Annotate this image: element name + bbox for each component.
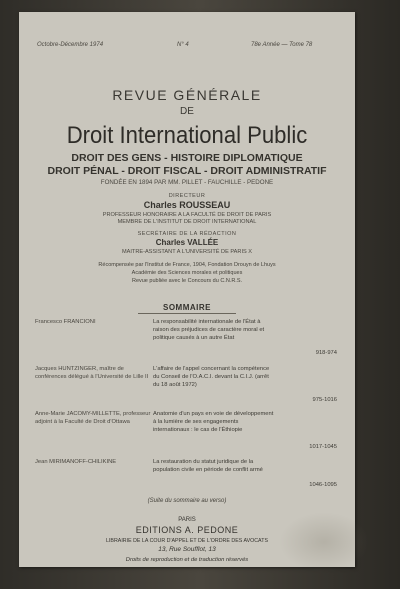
secretary-name: Charles VALLÉE [155,238,219,247]
director-name: Charles ROUSSEAU [143,200,231,210]
rights-line: Droits de reproduction et de traduction réservés [125,557,249,563]
issue-number: N° 4 [177,42,189,48]
award-line-1: Récompensée par l'Institut de France, 1904, Fondation Drouyn de Lhuys [98,262,276,268]
paper-stain [279,512,369,572]
toc-author: Jean MIRIMANOFF-CHILIKINE [35,459,117,465]
director-note-1: PROFESSEUR HONORAIRE A LA FACULTÉ DE DROIT DE PARIS [102,212,272,218]
director-label: DIRECTEUR [168,193,206,199]
award-line-2: Académie des Sciences morales et politiques [131,270,243,276]
masthead-de: DE [180,106,194,117]
toc-pages: 1046-1095 [309,482,337,488]
masthead-revue: REVUE GÉNÉRALE [112,87,262,103]
toc-author: Francesco FRANCIONI [35,319,96,325]
issue-date: Octobre-Décembre 1974 [37,42,104,48]
toc-author: Anne-Marie JACOMY-MILLETTE, professeur adjoint à la Faculté de Droit d'Ottawa [35,411,151,425]
journal-subtitle-1: DROIT DES GENS - HISTOIRE DIPLOMATIQUE [71,152,303,164]
director-note-2: MEMBRE DE L'INSTITUT DE DROIT INTERNATIONAL [117,219,257,225]
sommaire-rule [138,313,236,314]
award-line-3: Revue publiée avec le Concours du C.N.R.S. [131,278,243,284]
secretary-note: MAITRE-ASSISTANT A L'UNIVERSITÉ DE PARIS X [121,249,253,255]
toc-title: La responsabilité internationale de l'État à raison des préjudices de caractère moral et politique causés à un autre État [153,319,265,341]
toc-pages: 918-974 [315,350,337,356]
toc-title: L'affaire de l'appel concernant la compétence du Conseil de l'O.A.C.I. devant la C.I.J. (arrêt du 18 août 1972) [153,366,270,388]
sommaire-heading: SOMMAIRE [163,303,211,312]
secretary-label: SECRÉTAIRE DE LA RÉDACTION [137,231,237,237]
toc-pages: 1017-1045 [309,444,337,450]
publisher-city: PARIS [178,517,196,523]
publisher-name: EDITIONS A. PEDONE [135,525,239,535]
sommaire-continued: (Suite du sommaire au verso) [147,498,227,504]
publisher-address: 13, Rue Soufflot, 13 [158,546,216,553]
toc-author: Jacques HUNTZINGER, maître de conférences délégué à l'Université de Lille II [35,366,149,380]
toc-title: La restauration du statut juridique de la population civile en période de conflit armé [153,459,263,473]
toc-pages: 975-1016 [312,397,337,403]
journal-title: Droit International Public [66,122,308,149]
publisher-line: LIBRAIRIE DE LA COUR D'APPEL ET DE L'ORDRE DES AVOCATS [106,538,268,544]
issue-year-volume: 78e Année — Tome 78 [251,42,313,48]
journal-subtitle-2: DROIT PÉNAL - DROIT FISCAL - DROIT ADMINISTRATIF [47,165,327,177]
toc-title: Anatomie d'un pays en voie de développement à la lumière de ses engagements internationaux : le cas de l'Éthiopie [153,411,274,433]
founded-line: FONDÉE EN 1894 PAR MM. PILLET - FAUCHILLE - PEDONE [100,179,274,186]
journal-cover-page [19,12,355,567]
